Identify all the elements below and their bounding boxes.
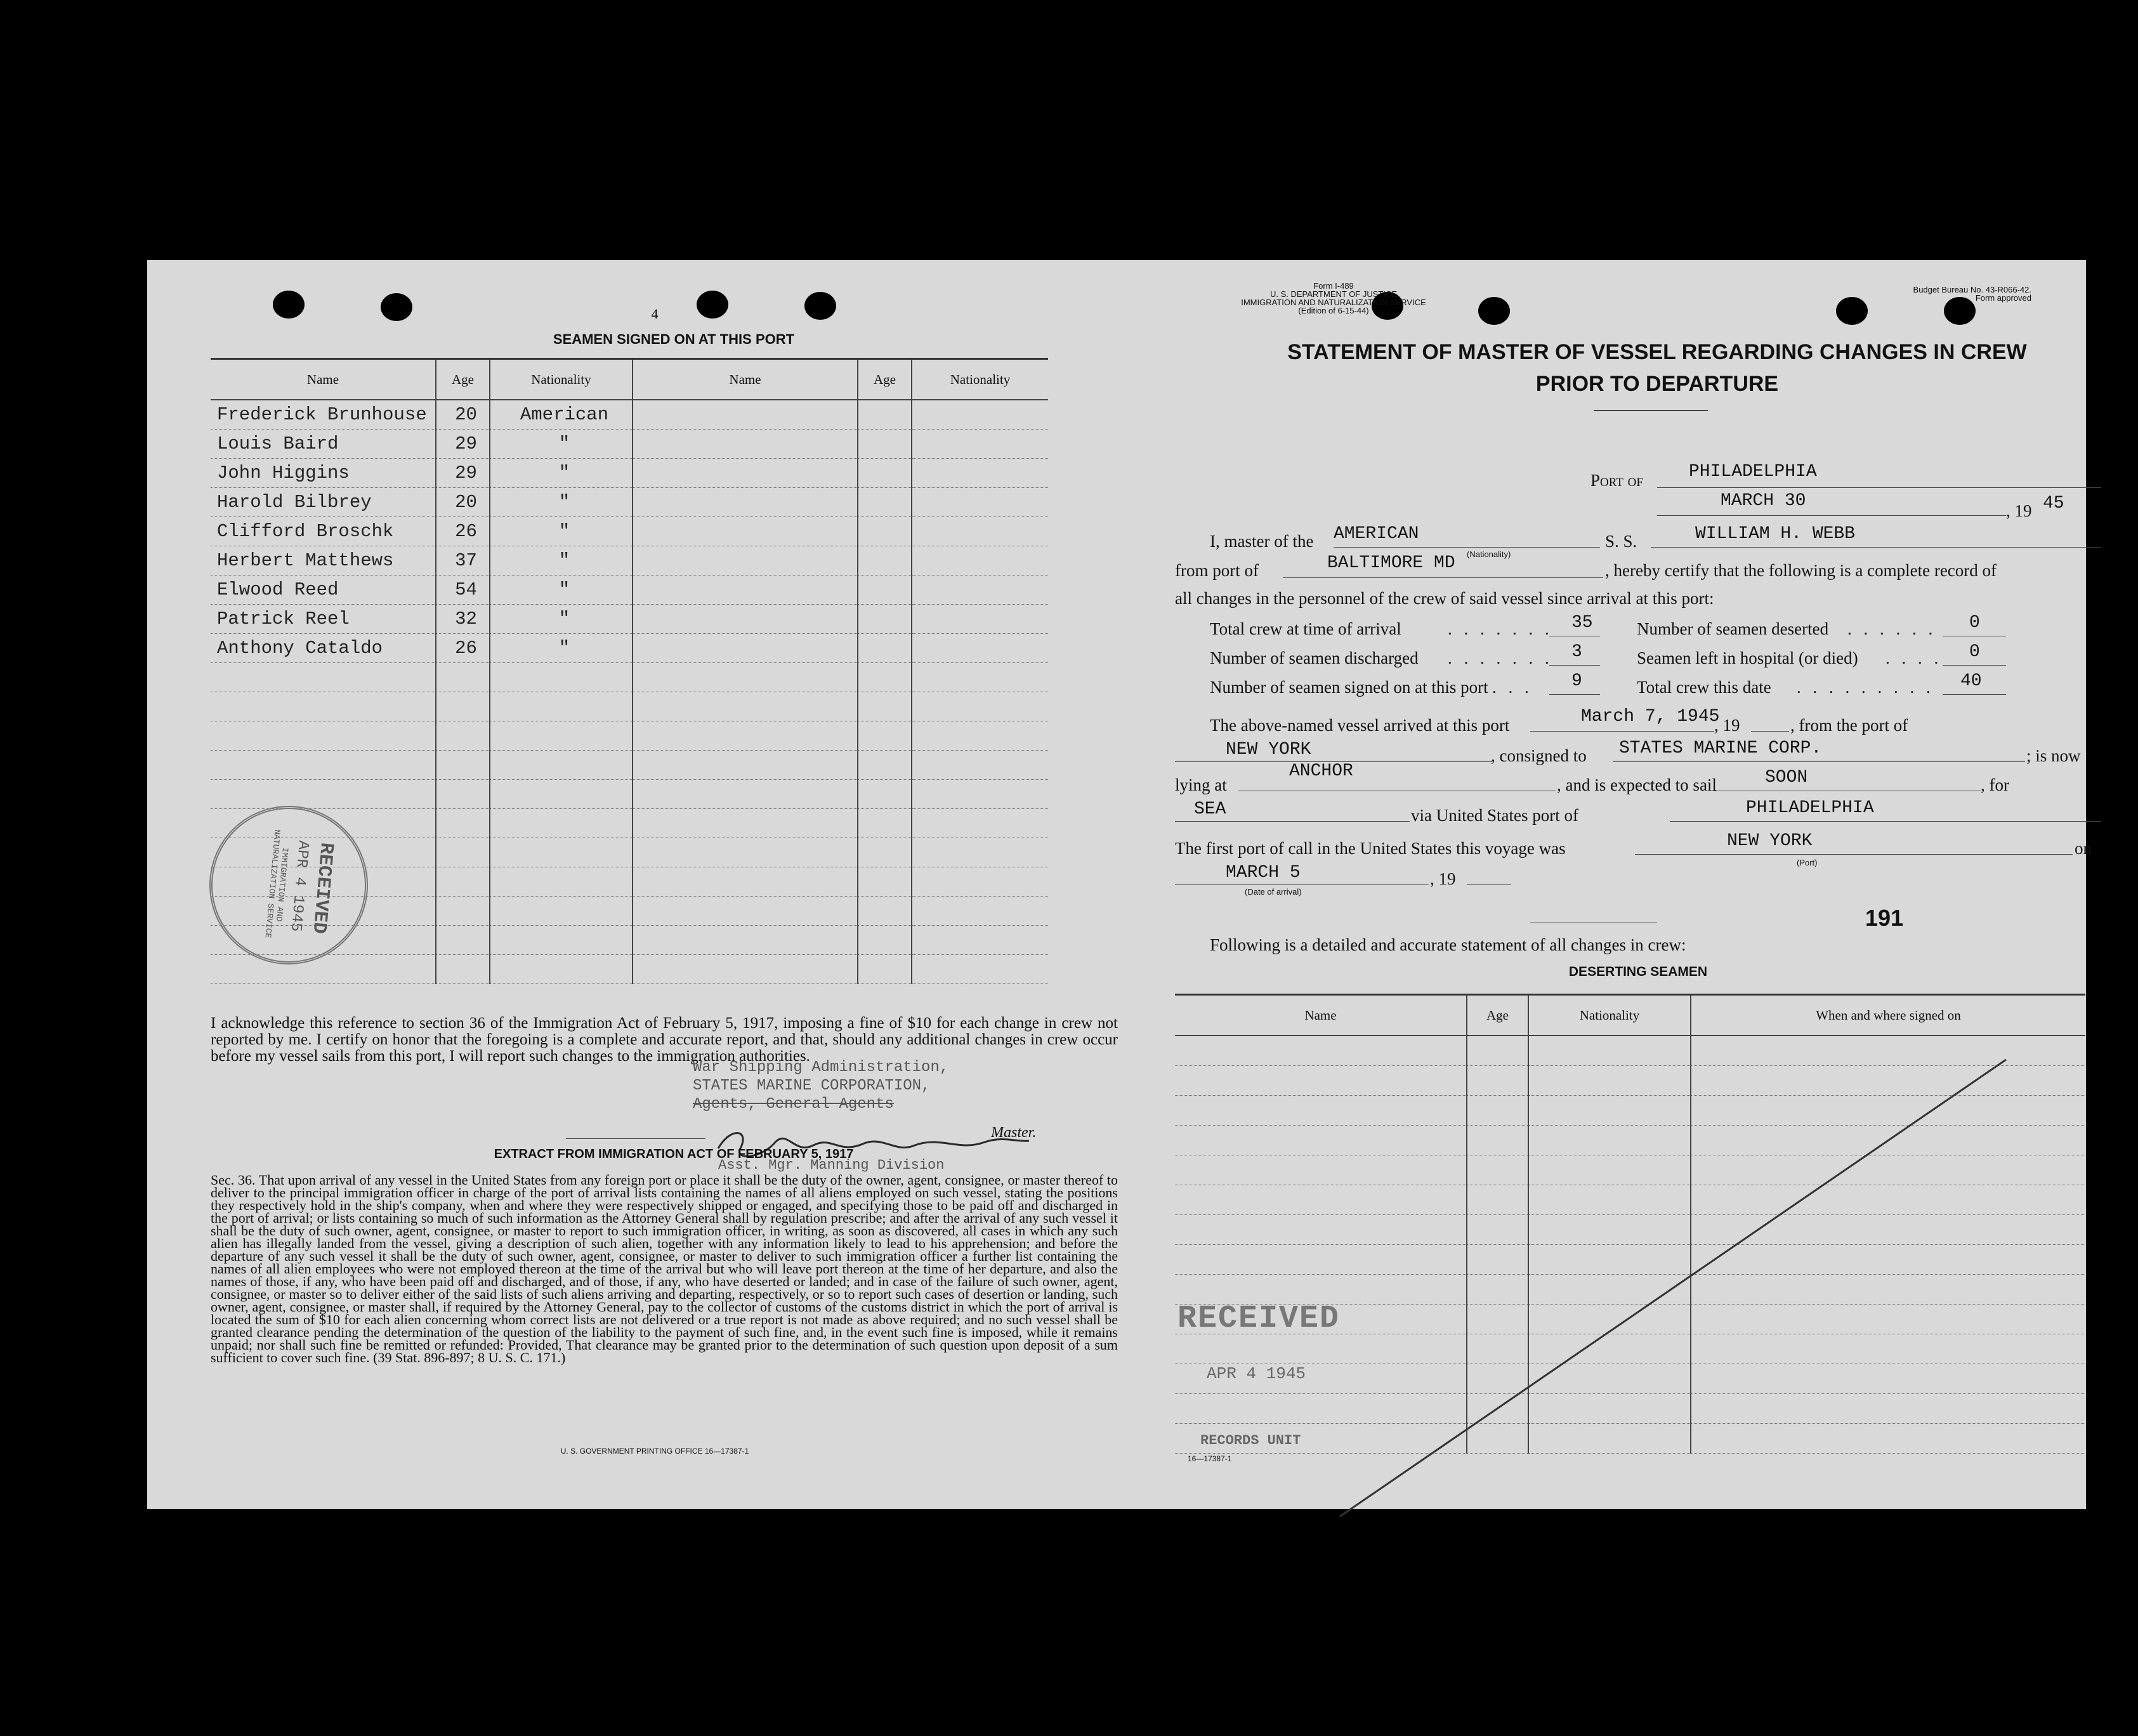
- crew-name: [633, 400, 858, 430]
- hospital-value: 0: [1969, 642, 1980, 662]
- crew-nationality: [912, 430, 1048, 459]
- total-date-value: 40: [1960, 671, 1982, 691]
- crew-nationality: [912, 459, 1048, 488]
- table-row: [211, 400, 1048, 430]
- consigned-value: STATES MARINE CORP.: [1619, 739, 1822, 758]
- crew-nationality: [912, 575, 1048, 605]
- leader-dots: . . . . . . .: [1448, 648, 1553, 667]
- column-header: Nationality: [490, 359, 633, 400]
- crew-name: [633, 459, 858, 488]
- crew-age: [858, 867, 912, 897]
- crew-nationality: ": [490, 488, 633, 517]
- field-line: [1651, 547, 2101, 548]
- nineteen-label: , 19: [1430, 869, 1456, 888]
- crew-nationality: ": [490, 517, 633, 546]
- field-line: [1657, 487, 2101, 488]
- crew-nationality: [490, 926, 633, 955]
- field-line: [1334, 547, 1600, 548]
- crew-name: [633, 721, 858, 751]
- form-header: [1175, 282, 1492, 315]
- crew-name: [211, 663, 436, 692]
- crew-age: [858, 721, 912, 751]
- acknowledgement-text: I acknowledge this reference to section 36 of the Immigration Act of February 5, 1917, imposing a fine of $10 for each change in crew not reported by me. I certify on honor that the foregoing is a complete and accurate report, and that, should any additional changes in crew occur before my vessel sails from this port, I will report such changes to the immigration authorities.: [211, 1015, 1118, 1065]
- form-title: STATEMENT OF MASTER OF VESSEL REGARDING CHANGES IN CREW: [1287, 340, 2027, 364]
- crew-nationality: ": [490, 634, 633, 663]
- table-row: [211, 605, 1048, 634]
- department: U. S. DEPARTMENT OF JUSTICE: [1269, 289, 1398, 299]
- agent-stamp-line: Agents, General Agents: [693, 1096, 894, 1113]
- leader-dots: . . . . . .: [1847, 619, 1937, 638]
- crew-age: [858, 488, 912, 517]
- crew-age: [436, 897, 490, 926]
- column-header: Nationality: [1528, 995, 1691, 1036]
- crew-age: 20: [436, 488, 490, 517]
- crew-name: Louis Baird: [211, 430, 436, 459]
- table-row: [211, 634, 1048, 663]
- crew-age: [436, 780, 490, 809]
- crew-age: [436, 926, 490, 955]
- first-date-value: MARCH 5: [1226, 863, 1301, 883]
- from-value: NEW YORK: [1226, 740, 1311, 760]
- budget-number: Budget Bureau No. 43-R066-42.: [1913, 285, 2031, 294]
- crew-age: [858, 955, 912, 984]
- year-value: 45: [2043, 494, 2064, 513]
- deserting-heading: DESERTING SEAMEN: [1568, 964, 1708, 979]
- following-text: Following is a detailed and accurate statement of all changes in crew:: [1210, 935, 1686, 954]
- received-stamp-word: RECEIVED: [1177, 1301, 1341, 1337]
- column-header: Age: [858, 359, 912, 400]
- table-header-row: [1175, 995, 2085, 1036]
- field-line: [1175, 884, 1429, 885]
- crew-name: [211, 721, 436, 751]
- crew-age: [858, 838, 912, 867]
- printer-note: U. S. GOVERNMENT PRINTING OFFICE 16—17387-1: [560, 1447, 749, 1456]
- certify-text-2: all changes in the personnel of the crew of said vessel since arrival at this port:: [1175, 589, 1714, 608]
- nationality-value: AMERICAN: [1334, 524, 1419, 544]
- crew-nationality: [912, 692, 1048, 721]
- crew-nationality: [912, 809, 1048, 838]
- crew-name: [633, 809, 858, 838]
- is-now-label: ; is now: [2026, 746, 2081, 765]
- crew-name: [633, 751, 858, 780]
- title-rule: [1594, 410, 1708, 411]
- table-row: [211, 517, 1048, 546]
- port-value: PHILADELPHIA: [1689, 462, 1817, 482]
- crew-age: [858, 605, 912, 634]
- leader-dots: . . . . . . . . .: [1797, 678, 1934, 697]
- column-header: Name: [1175, 995, 1467, 1036]
- field-line: [1635, 854, 2073, 855]
- on-label: on: [2075, 839, 2092, 858]
- sail-label: , and is expected to sail: [1557, 775, 1717, 794]
- crew-nationality: [912, 546, 1048, 575]
- date-caption: (Date of arrival): [1245, 887, 1302, 897]
- crew-age: [858, 926, 912, 955]
- via-value: PHILADELPHIA: [1746, 798, 1874, 818]
- crew-age: [858, 546, 912, 575]
- table-row: [211, 692, 1048, 721]
- crew-name: [633, 546, 858, 575]
- hospital-label: Seamen left in hospital (or died): [1637, 648, 1858, 667]
- stamp-agency: IMMIGRATION AND NATURALIZATION SERVICE: [263, 829, 291, 938]
- stamp-word: RECEIVED: [307, 841, 338, 935]
- crew-age: 29: [436, 459, 490, 488]
- crew-nationality: [490, 955, 633, 984]
- port-caption: (Port): [1797, 858, 1818, 867]
- from-port-value: BALTIMORE MD: [1327, 553, 1455, 573]
- form-subtitle: PRIOR TO DEPARTURE: [1535, 372, 1779, 396]
- crew-age: [858, 430, 912, 459]
- field-line: [1530, 731, 1714, 732]
- total-date-label: Total crew this date: [1637, 678, 1771, 697]
- crew-name: [633, 605, 858, 634]
- crew-nationality: [490, 867, 633, 897]
- crew-nationality: [912, 634, 1048, 663]
- crew-age: [858, 692, 912, 721]
- crew-nationality: [912, 400, 1048, 430]
- crew-nationality: ": [490, 430, 633, 459]
- crew-nationality: [912, 517, 1048, 546]
- crew-age: 20: [436, 400, 490, 430]
- deserted-value: 0: [1969, 613, 1980, 633]
- table-row: [211, 780, 1048, 809]
- crew-nationality: [490, 809, 633, 838]
- crew-nationality: [912, 663, 1048, 692]
- crew-name: [633, 575, 858, 605]
- dest-value: SEA: [1194, 799, 1226, 819]
- crew-age: [436, 663, 490, 692]
- crew-name: Anthony Cataldo: [211, 634, 436, 663]
- crew-name: Herbert Matthews: [211, 546, 436, 575]
- crew-age: [858, 459, 912, 488]
- crew-name: Elwood Reed: [211, 575, 436, 605]
- table-row: [211, 575, 1048, 605]
- crew-nationality: ": [490, 575, 633, 605]
- crew-name: [633, 663, 858, 692]
- crew-age: [858, 780, 912, 809]
- received-stamp-unit: RECORDS UNIT: [1200, 1433, 1301, 1449]
- crew-name: Harold Bilbrey: [211, 488, 436, 517]
- from-port-label: from port of: [1175, 561, 1259, 580]
- first-port-label: The first port of call in the United States this voyage was: [1175, 839, 1566, 858]
- certify-text: , hereby certify that the following is a complete record of: [1605, 561, 1997, 580]
- via-label: via United States port of: [1411, 806, 1578, 825]
- crew-nationality: [912, 721, 1048, 751]
- field-line: [1613, 761, 2025, 762]
- leader-dots: . . . .: [1886, 648, 1943, 667]
- crew-name: [633, 838, 858, 867]
- crew-name: [633, 897, 858, 926]
- field-line: [1549, 694, 1600, 695]
- column-header: Name: [211, 359, 436, 400]
- punch-hole: [381, 293, 412, 321]
- signed-on-heading: SEAMEN SIGNED ON AT THIS PORT: [553, 331, 795, 347]
- agent-stamp-line: War Shipping Administration,: [693, 1059, 949, 1076]
- sail-value: SOON: [1765, 768, 1808, 787]
- crew-age: [858, 517, 912, 546]
- signature-line: [566, 1138, 705, 1139]
- table-row: [211, 546, 1048, 575]
- discharged-value: 3: [1571, 642, 1582, 662]
- leader-dots: . . .: [1492, 678, 1533, 697]
- crew-nationality: [912, 926, 1048, 955]
- crew-age: [436, 692, 490, 721]
- budget-note: [1841, 286, 2031, 302]
- field-line: [1549, 665, 1600, 666]
- port-label: Port of: [1590, 471, 1643, 490]
- crew-nationality: [912, 838, 1048, 867]
- field-line: [1943, 694, 2006, 695]
- ship-name: WILLIAM H. WEBB: [1695, 524, 1856, 544]
- crew-age: [436, 751, 490, 780]
- field-line: [1670, 821, 2101, 822]
- crew-name: [633, 692, 858, 721]
- printer-note: 16—17387-1: [1188, 1454, 1232, 1463]
- form-approved: Form approved: [1975, 293, 2031, 303]
- table-row: [211, 430, 1048, 459]
- table-row: [211, 488, 1048, 517]
- master-of-label: I, master of the: [1210, 532, 1314, 551]
- crew-age: [436, 809, 490, 838]
- crew-name: [633, 517, 858, 546]
- crew-age: 54: [436, 575, 490, 605]
- field-line: [1175, 821, 1410, 822]
- crew-age: [436, 867, 490, 897]
- from-port-of-label: , from the port of: [1790, 716, 1908, 735]
- nineteen-label: , 19: [1714, 716, 1740, 735]
- crew-name: [633, 867, 858, 897]
- table-row: [211, 751, 1048, 780]
- field-line: [1283, 577, 1603, 578]
- crew-age: [858, 663, 912, 692]
- document-sheet: [147, 260, 2092, 1509]
- crew-name: [633, 955, 858, 984]
- crew-name: [211, 692, 436, 721]
- crew-nationality: [490, 663, 633, 692]
- crew-name: [633, 634, 858, 663]
- punch-hole: [804, 292, 836, 320]
- deserted-label: Number of seamen deserted: [1637, 619, 1829, 638]
- crew-age: [436, 721, 490, 751]
- field-line: [1657, 515, 2006, 516]
- crew-name: [211, 780, 436, 809]
- signed-on-value: 9: [1571, 671, 1582, 691]
- crew-nationality: [912, 605, 1048, 634]
- crew-age: [436, 838, 490, 867]
- crew-age: [436, 955, 490, 984]
- leader-dots: . . . . . . .: [1448, 619, 1553, 638]
- crew-name: [633, 926, 858, 955]
- arrived-label: The above-named vessel arrived at this port: [1210, 716, 1510, 735]
- crew-name: John Higgins: [211, 459, 436, 488]
- crew-nationality: [490, 721, 633, 751]
- crew-name: [633, 488, 858, 517]
- crew-age: [858, 897, 912, 926]
- first-port-value: NEW YORK: [1727, 831, 1813, 851]
- edition: (Edition of 6-15-44): [1298, 306, 1369, 315]
- ss-label: S. S.: [1605, 532, 1637, 551]
- crew-nationality: American: [490, 400, 633, 430]
- table-row: [211, 663, 1048, 692]
- column-header: When and where signed on: [1691, 995, 2085, 1036]
- agent-stamp: [693, 1058, 948, 1114]
- crew-age: [858, 634, 912, 663]
- field-line: [1943, 665, 2006, 666]
- crew-age: [858, 400, 912, 430]
- extract-title: EXTRACT FROM IMMIGRATION ACT OF FEBRUARY 5, 1917: [494, 1147, 854, 1161]
- crew-nationality: ": [490, 546, 633, 575]
- column-header: Name: [633, 359, 858, 400]
- lying-label: lying at: [1175, 775, 1227, 794]
- nationality-caption: (Nationality): [1467, 549, 1511, 559]
- column-header: Nationality: [912, 359, 1048, 400]
- discharged-label: Number of seamen discharged: [1210, 648, 1419, 667]
- form-number: Form I-489: [1313, 281, 1354, 291]
- crew-nationality: [912, 751, 1048, 780]
- table-row: [211, 721, 1048, 751]
- field-line: [1467, 884, 1511, 885]
- cancel-line: [1315, 1053, 2025, 1535]
- number-stamp: 191: [1865, 905, 1904, 931]
- extract-text: Sec. 36. That upon arrival of any vessel in the United States from any foreign port or place it shall be the duty of the owner, agent, consignee, or master thereof to deliver to the principal immigration officer in charge of the port of arrival lists containing the names of all aliens employed on such vessel, stating the positions they respectively hold in the ship's company, when and where they were respectively shipped or engaged, and specifying those to be paid off and discharged in the port of arrival; or lists containing so much of such information as the Attorney General shall by regulation prescribe; and after the arrival of any such vessel it shall be the duty of such owner, agent, consignee, or master to report to such immigration officer, in writing, as soon as discovered, all cases in which any such alien has illegally landed from the vessel, giving a description of such alien, together with any information likely to lead to his apprehension; and before the departure of any such vessel it shall be the duty of such owner, agent, consignee, or master to deliver to such immigration officer a further list containing the names of all alien employees who were not employed thereon at the time of the arrival but who will leave port thereon at the time of her departure, and also the names of those, if any, who have been paid off and discharged, and of those, if any, who have deserted or landed; and in case of the failure of such owner, agent, consignee, or master so to deliver either of the said lists of such aliens arriving and departing, respectively, or so to report such cases of desertion or landing, such owner, agent, consignee, or master shall, if required by the Attorney General, pay to the collector of customs of the customs district in which the port of arrival is located the sum of $10 for each alien concerning whom correct lists are not delivered or a true report is not made as above required; and no such vessel shall be granted clearance pending the determination of the question of the liability to the payment of such fine, and, in the event such fine is imposed, while it remains unpaid; nor shall such fine be remitted or refunded: Provided, That clearance may be granted prior to the determination of such question upon deposit of a sum sufficient to cover such fine. (39 Stat. 896-897; 8 U. S. C. 171.): [211, 1172, 1118, 1365]
- crew-age: 26: [436, 634, 490, 663]
- crew-nationality: [490, 780, 633, 809]
- crew-age: 26: [436, 517, 490, 546]
- crew-name: [211, 751, 436, 780]
- received-stamp-date: APR 4 1945: [1207, 1364, 1306, 1383]
- crew-name: [633, 780, 858, 809]
- field-line: [1751, 731, 1789, 732]
- page-number: 4: [651, 306, 659, 322]
- crew-age: 29: [436, 430, 490, 459]
- column-header: Age: [436, 359, 490, 400]
- crew-nationality: [912, 780, 1048, 809]
- crew-nationality: [490, 897, 633, 926]
- crew-nationality: [912, 488, 1048, 517]
- crew-name: [633, 430, 858, 459]
- punch-hole: [273, 291, 305, 319]
- crew-nationality: [912, 897, 1048, 926]
- crew-nationality: ": [490, 459, 633, 488]
- table-row: [211, 459, 1048, 488]
- crew-nationality: [490, 751, 633, 780]
- crew-nationality: ": [490, 605, 633, 634]
- total-crew-label: Total crew at time of arrival: [1210, 619, 1401, 638]
- crew-nationality: [912, 867, 1048, 897]
- year-prefix: , 19: [2006, 501, 2032, 520]
- crew-age: 32: [436, 605, 490, 634]
- column-header: Age: [1467, 995, 1528, 1036]
- for-label: , for: [1981, 775, 2009, 794]
- crew-nationality: [912, 955, 1048, 984]
- crew-age: [858, 809, 912, 838]
- stamp-date: APR 4 1945: [286, 839, 312, 933]
- crew-name: Patrick Reel: [211, 605, 436, 634]
- service: IMMIGRATION AND NATURALIZATION SERVICE: [1241, 298, 1426, 307]
- lying-value: ANCHOR: [1289, 761, 1353, 781]
- signer-title: Asst. Mgr. Manning Division: [718, 1157, 945, 1173]
- crew-name: Frederick Brunhouse: [211, 400, 436, 430]
- master-label: Master.: [991, 1124, 1037, 1141]
- table-header-row: [211, 359, 1048, 400]
- signed-on-label: Number of seamen signed on at this port: [1210, 678, 1488, 697]
- date-value: MARCH 30: [1721, 491, 1806, 511]
- total-crew-value: 35: [1571, 613, 1593, 633]
- crew-age: [858, 751, 912, 780]
- crew-nationality: [490, 838, 633, 867]
- crew-age: 37: [436, 546, 490, 575]
- consigned-label: , consigned to: [1491, 746, 1587, 765]
- table-row: [211, 955, 1048, 984]
- crew-age: [858, 575, 912, 605]
- crew-nationality: [490, 692, 633, 721]
- arrived-value: March 7, 1945: [1581, 707, 1720, 727]
- agent-stamp-line: STATES MARINE CORPORATION,: [693, 1077, 931, 1095]
- crew-name: Clifford Broschk: [211, 517, 436, 546]
